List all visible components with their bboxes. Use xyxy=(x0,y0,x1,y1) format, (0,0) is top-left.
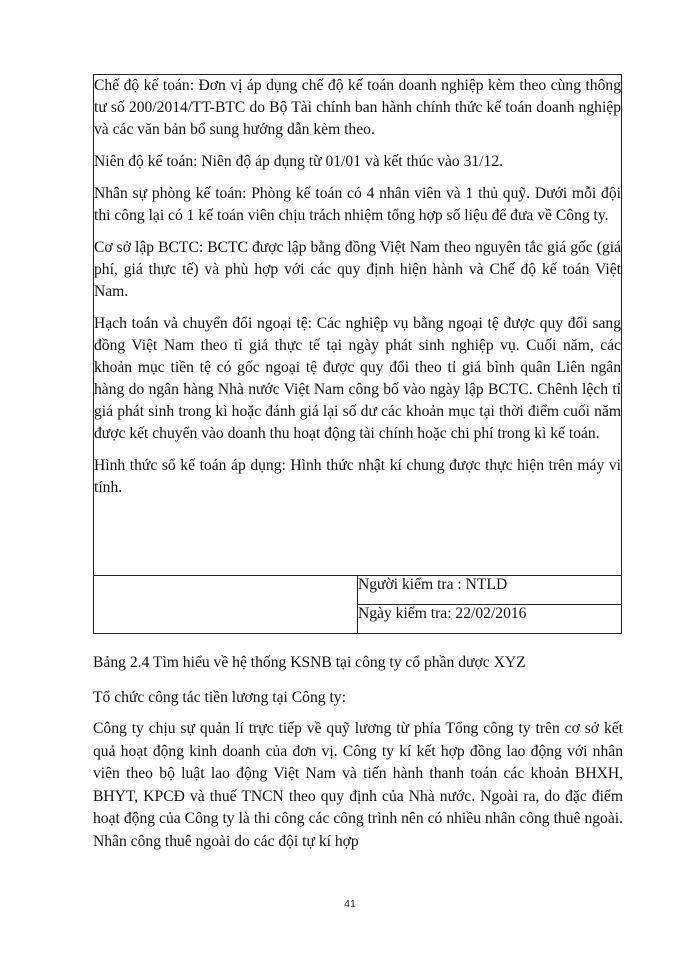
reviewer-cell: Người kiểm tra : NTLD xyxy=(358,576,622,605)
signature-blank-cell xyxy=(94,576,358,634)
policy-paragraph-accounting-staff: Nhân sự phòng kế toán: Phòng kế toán có 4 nhân viên và 1 thủ quỹ. Dưới mỗi đội thi công lại có 1 kế toán viên chịu trách nhiệm tổng hợp số liệu để đưa về Công ty. xyxy=(94,185,621,224)
policy-paragraph-financial-statements-basis: Cơ sở lập BCTC: BCTC được lập bằng đồng Việt Nam theo nguyên tắc giá gốc (giá phí, giá thực tế) và phù hợp với các quy định hiện hành và Chế độ kế toán Việt Nam. xyxy=(94,239,621,300)
review-date-cell: Ngày kiểm tra: 22/02/2016 xyxy=(358,605,622,634)
accounting-policy-cell xyxy=(94,75,622,576)
policy-paragraph-fiscal-year: Niên độ kế toán: Niên độ áp dụng từ 01/01 và kết thúc vào 31/12. xyxy=(94,153,504,170)
section-heading: Tổ chức công tác tiền lương tại Công ty: xyxy=(93,689,346,706)
page-number: 41 xyxy=(344,898,356,910)
ksnb-info-table xyxy=(93,74,622,634)
table-caption: Bảng 2.4 Tìm hiểu về hệ thống KSNB tại công ty cổ phần dược XYZ xyxy=(93,654,526,671)
policy-paragraph-bookkeeping-form: Hình thức sổ kế toán áp dụng: Hình thức nhật kí chung được thực hiện trên máy vi tính. xyxy=(94,457,621,496)
policy-paragraph-accounting-regime: Chế độ kế toán: Đơn vị áp dụng chế độ kế toán doanh nghiệp kèm theo cùng thông tư số 200/2014/TT-BTC do Bộ Tài chính ban hành chính thức kế toán doanh nghiệp và các văn bản bổ sung hướng dẫn kèm theo. xyxy=(94,77,621,138)
policy-paragraph-foreign-currency: Hạch toán và chuyển đổi ngoại tệ: Các nghiệp vụ bằng ngoại tệ được quy đổi sang đồng Việt Nam theo tỉ giá thực tế tại ngày phát sinh nghiệp vụ. Cuối năm, các khoản mục tiền tệ có gốc ngoại tệ được quy đổi theo tỉ giá bình quân Liên ngân hàng do ngân hàng Nhà nước Việt Nam công bố vào ngày lập BCTC. Chênh lệch tỉ giá phát sinh trong kì hoặc đánh giá lại số dư các khoản mục tại thời điểm cuối năm được kết chuyển vào doanh thu hoạt động tài chính hoặc chi phí trong kì kế toán. xyxy=(94,315,621,442)
body-paragraph: Công ty chịu sự quản lí trực tiếp về quỹ lương từ phía Tổng công ty trên cơ sở kết quả hoạt động kinh doanh của đơn vị. Công ty kí kết hợp đồng lao động với nhân viên theo bộ luật lao động Việt Nam và tiến hành thanh toán các khoản BHXH, BHYT, KPCĐ và thuế TNCN theo quy định của Nhà nước. Ngoài ra, do đặc điểm hoạt động của Công ty là thi công các công trình nên có nhiều nhân công thuê ngoài. Nhân công thuê ngoài do các đội tự kí hợp xyxy=(93,720,623,850)
